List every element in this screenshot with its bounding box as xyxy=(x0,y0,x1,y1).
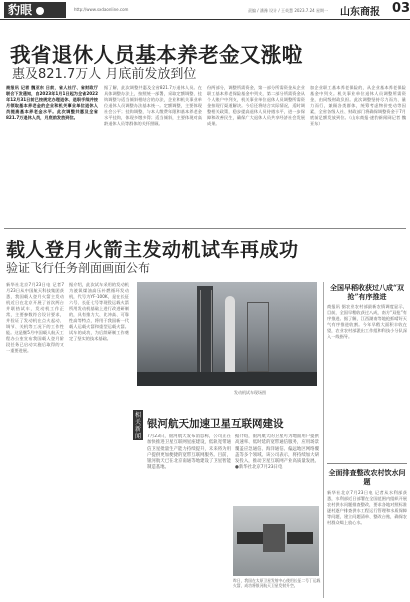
rocket-subheadline: 验证飞行任务剖面画面公布 xyxy=(6,261,151,275)
water-supply-headline: 全面排查整改农村饮水问题 xyxy=(328,468,406,486)
page-number: 03 xyxy=(392,1,410,16)
rocket-headline: 载人登月火箭主发动机试车再成功 xyxy=(6,239,299,261)
satellite-photo xyxy=(233,506,319,576)
masthead xyxy=(0,0,410,20)
paper-name: 山东商报 xyxy=(340,7,380,18)
related-headline: 银河航天加速卫星互联网建设 xyxy=(147,418,284,430)
rice-harvest-headline: 全国早稻收获过八成“双抢”有序推进 xyxy=(329,283,405,301)
section-divider xyxy=(4,228,406,229)
related-col-2: 据介绍，银河航天的卫星可为地面用户提供高速率、低时延的宽带通信服务，应用场景覆盖应急通信、海洋通信、偏远地区网络覆盖等多个领域。该公司表示，将持续加大研发投入，推动卫星互联网产业高质量发展。 ●新华社北京7月23日电 xyxy=(235,434,319,471)
logo-mark-icon xyxy=(36,7,44,15)
site-url: http://www.sxdaonline.com xyxy=(74,7,129,12)
column-rule xyxy=(323,282,324,598)
related-col-1: 7月23日，银河航天发布消息称，公司正在加快推进卫星互联网星座建设，低轨宽带通信卫星批量生产能力持续提升，未来将为用户提供更加便捷的宽带互联网服务。目前，银河航天已在北京南通等地建设了卫星智能制造基地。 xyxy=(147,434,231,471)
issue-meta: 责编 / 潘豫 设计 / 王英慧 2023.7.24 星期一 xyxy=(248,8,328,13)
pension-col-4: 加企业职工基本养老保险的，从企业基本养老保险基金中列支。机关事业单位退休人员调整所需资金，由同级财政负担。此次调整坚持尽力而为、量力而行，兼顾各类群体，统筹考虑物价变动等因素，全省各级人社、财政部门将确保调整资金于7月底前足额发放到位。（山东商报·速豹新闻网记者 魏亚东） xyxy=(310,85,406,126)
rocket-col-1: 新华社北京7月23日电 记者7月23日从中国航天科技集团获悉，我国载人登月火箭主发动机近日在北京开展了首次两台并联热试车，发动机工作正常，主要参数符合设计要求，并验证了发动机在点火起动、调节、关机等工况下的工作性能。这是继5月中国载人航天工程办公室宣布我国载人登月阶段任务已启动实施后取得的又一重要进展。 xyxy=(6,282,64,353)
section-logo: 豹眼 xyxy=(4,2,66,18)
water-supply-text: 新华社北京7月23日电 记者从水利部获悉，水利部近日部署在全国范围内组织开展农村供水问题排查整改，要求各地对照标准逐村逐户排查供水工程运行管理和水质保障等问题，建立问题清单、整改台账，确保农村群众喝上放心水。 xyxy=(327,490,407,525)
pension-col-2: 据了解，此次调整共惠及全省821.7万退休人员。在具体调整办法上，按照统一部署，采取定额调整、挂钩调整与适当倾斜相结合的办法，企业和机关事业单位退休人员调整办法基本统一。定额调整，主要体现社会公平；挂钩调整，与本人缴费年限和基本养老金水平挂钩，体现多缴多得；适当倾斜，主要体现对高龄退休人员等群体的关怀照顾。 xyxy=(104,85,202,126)
pension-col-1: 商报讯 记者 魏亚东 日前，省人社厅、省财政厅联合下发通知，自2023年1月1日起为全省2022年12月31日前已按规定办理退休、退职手续并按月领取基本养老金的企业和机关事业单位退休人员提高基本养老金水平。此次调整共惠及全省821.7万退休人员，月底前发放到位。 xyxy=(6,85,98,120)
sidebar-divider xyxy=(327,463,407,464)
rocket-photo-caption: 发动机试车现场图 xyxy=(234,390,266,395)
related-news-tag: 相关新闻 xyxy=(134,412,141,440)
pension-col-3: 份两部分，调整所需资金，第一部分所需资金从企业职工基本养老保险基金中列支，第二部分所需资金从个人账户中列支，机关事业单位退休人员调整所需资金按现行渠道解决。今后还将结合实际情况，适时调整相关政策，稳步提高退休人员待遇水平，进一步保障和改善民生，确保广大退休人员共享经济社会发展成果。 xyxy=(207,85,305,126)
pension-headline: 我省退休人员基本养老金又涨啦 xyxy=(10,43,303,67)
rocket-test-photo xyxy=(137,282,317,386)
rocket-col-2: 据介绍，此次试车采用的发动机为液氧煤油高压补燃循环发动机，代号为YF-100K，是在长征六号、长征七号等现役运载火箭所用发动机基础上进行改进研制的，具有推力大、比冲高、可靠性高等特点，将用于我国新一代载人运载火箭和重型运载火箭。试车的成功，为后续研制工作奠定了坚实的技术基础。 xyxy=(69,282,129,341)
satellite-photo-caption: 昨日，我国在太原卫星发射中心使用长征二号丁运载火箭，成功将银河航天卫星发射升空。 xyxy=(233,578,321,588)
pension-subheadline: 惠及821.7万人 月底前发放到位 xyxy=(12,67,197,82)
rice-harvest-text: 商报讯 据农业农村部最新农情调度显示，目前，全国早稻收获过八成，南方“双抢”有序推进。据了解，江西湖南等地抢抓晴好天气有序推进收割。今年早稻大面积丰收在望，农业农村部派出工作组和科技小分队深入一线指导。 xyxy=(327,304,407,339)
